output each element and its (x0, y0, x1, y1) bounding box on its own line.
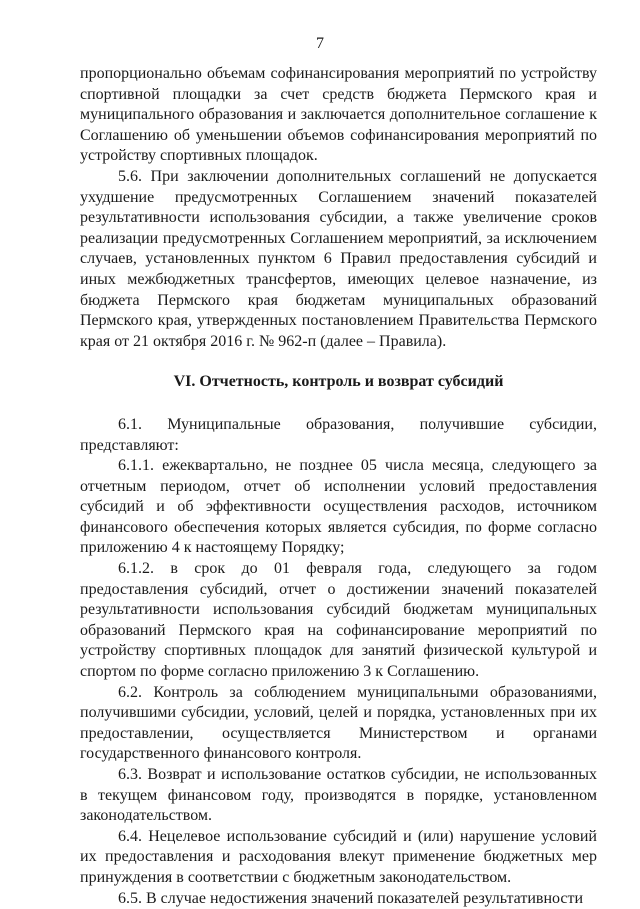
paragraph-continuation: пропорционально объемам софинансирования мероприятий по устройству спортивной площадки за счет средств бюджета Пермского края и муниципального образования и заключается дополнительное соглашение к Соглашению об уменьшении объемов софинансирования мероприятий по устройству спортивных площадок. (80, 65, 597, 165)
paragraph-6-2: 6.2. Контроль за соблюдением муниципальными образованиями, получившими субсидии, условий, целей и порядка, установленных при их предоставлении, осуществляется Министерством и органами государственного финансового контроля. (80, 683, 597, 763)
paragraph-6-1-2: 6.1.2. в срок до 01 февраля года, следующего за годом предоставления субсидий, отчет о достижении значений показателей результативности использования субсидий бюджетам муниципальных образований Пермского края на софинансирование мероприятий по устройству спортивных площадок для занятий физической культурой и спортом по форме согласно приложению 3 к Соглашению. (80, 560, 597, 681)
page-number: 7 (316, 35, 324, 52)
document-body (80, 64, 597, 909)
paragraph-6-1: 6.1. Муниципальные образования, получившие субсидии, представляют: (80, 415, 597, 454)
paragraph-6-3: 6.3. Возврат и использование остатков субсидии, не использованных в текущем финансовом году, производятся в порядке, установленном законодательством. (80, 766, 597, 825)
paragraph-6-5: 6.5. В случае недостижения значений показателей результативности (118, 889, 584, 907)
paragraph-6-4: 6.4. Нецелевое использование субсидий и (или) нарушение условий их предоставления и расходования влекут применение бюджетных мер принуждения в соответствии с бюджетным законодательством. (80, 827, 597, 886)
section-heading: VI. Отчетность, контроль и возврат субсидий (173, 373, 504, 391)
paragraph-6-1-1: 6.1.1. ежеквартально, не позднее 05 числа месяца, следующего за отчетным периодом, отчет об исполнении условий предоставления субсидий и об эффективности осуществления расходов, источником финансового обеспечения которых является субсидия, по форме согласно приложению 4 к настоящему Порядку; (80, 457, 597, 557)
paragraph-5-6: 5.6. При заключении дополнительных соглашений не допускается ухудшение предусмотренных Соглашением значений показателей результативности использования субсидии, а также увеличение сроков реализации предусмотренных Соглашением мероприятий, за исключением случаев, установленных пунктом 6 Правил предоставления субсидий и иных межбюджетных трансфертов, имеющих целевое назначение, из бюджета Пермского края бюджетам муниципальных образований Пермского края, утвержденных постановлением Правительства Пермского края от 21 октября 2016 г. № 962-п (далее – Правила). (80, 167, 597, 350)
